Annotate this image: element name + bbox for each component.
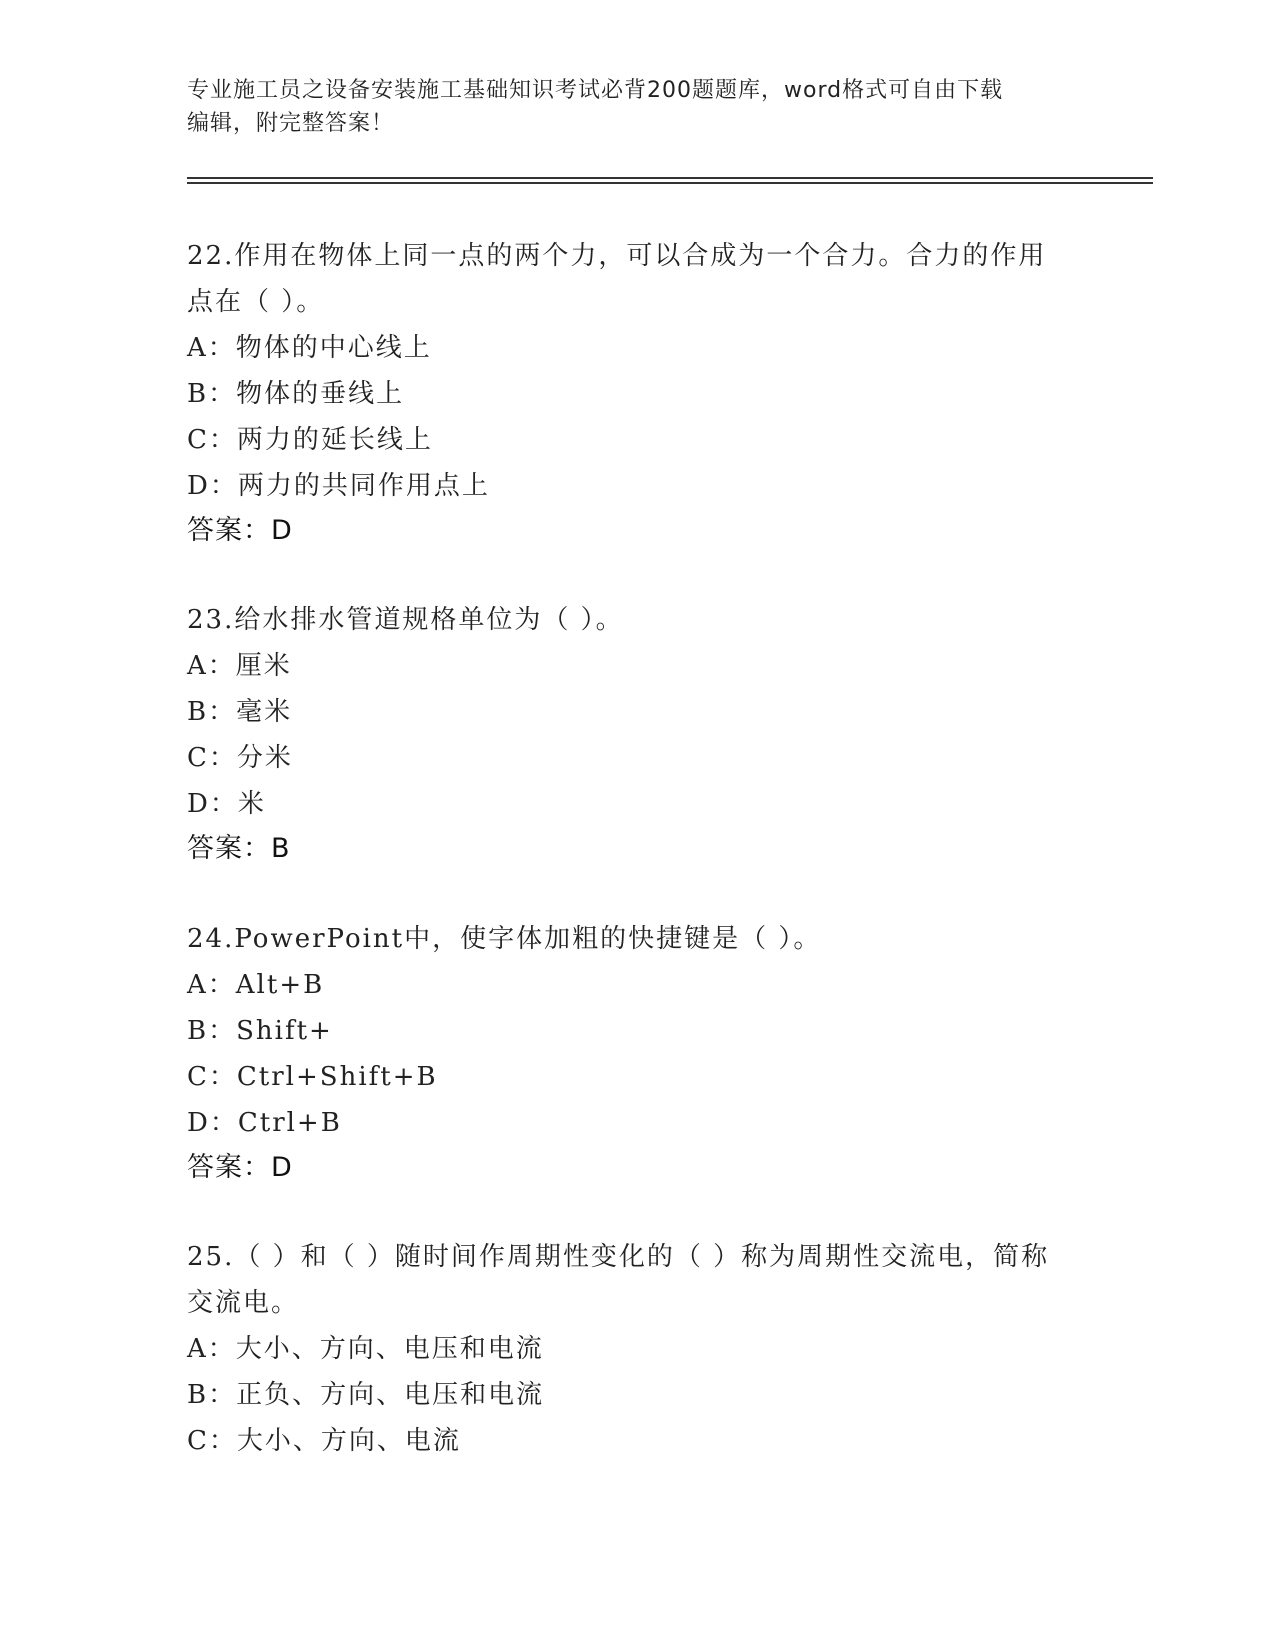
option-d: D：两力的共同作用点上	[187, 471, 490, 501]
option-d: D：Ctrl+B	[187, 1108, 342, 1138]
option-b: B：物体的垂线上	[187, 379, 405, 409]
question-24	[187, 916, 1087, 1191]
option-c: C：分米	[187, 743, 293, 773]
option-c: C：大小、方向、电流	[187, 1426, 461, 1456]
answer-label: 答案：D	[187, 515, 293, 546]
option-b: B：正负、方向、电压和电流	[187, 1380, 545, 1410]
option-b: B：Shift+	[187, 1016, 333, 1046]
answer-label: 答案：B	[187, 833, 291, 864]
header-divider-bottom	[187, 182, 1153, 184]
question-stem: 25.（ ）和（ ）随时间作周期性变化的（ ）称为周期性交流电，简称交流电。	[187, 1242, 1050, 1318]
answer-label: 答案：D	[187, 1152, 293, 1183]
option-a: A：Alt+B	[187, 970, 325, 1000]
question-stem: 23.给水排水管道规格单位为（ ）。	[187, 605, 624, 635]
question-22	[187, 233, 1087, 554]
header-line-1: 专业施工员之设备安装施工基础知识考试必背200题题库，word格式可自由下载	[187, 78, 1004, 103]
option-c: C：Ctrl+Shift+B	[187, 1062, 438, 1092]
question-stem: 24.PowerPoint中，使字体加粗的快捷键是（ ）。	[187, 924, 822, 954]
option-a: A：物体的中心线上	[187, 333, 432, 363]
option-a: A：大小、方向、电压和电流	[187, 1334, 544, 1364]
header-divider-top	[187, 177, 1153, 179]
option-c: C：两力的延长线上	[187, 425, 433, 455]
question-23	[187, 597, 1087, 872]
option-b: B：毫米	[187, 697, 293, 727]
question-25	[187, 1234, 1087, 1464]
option-d: D：米	[187, 789, 266, 819]
header-line-2: 编辑，附完整答案！	[187, 111, 395, 136]
document-header	[187, 74, 1067, 140]
option-a: A：厘米	[187, 651, 292, 681]
question-stem: 22.作用在物体上同一点的两个力，可以合成为一个合力。合力的作用点在（ ）。	[187, 241, 1047, 317]
